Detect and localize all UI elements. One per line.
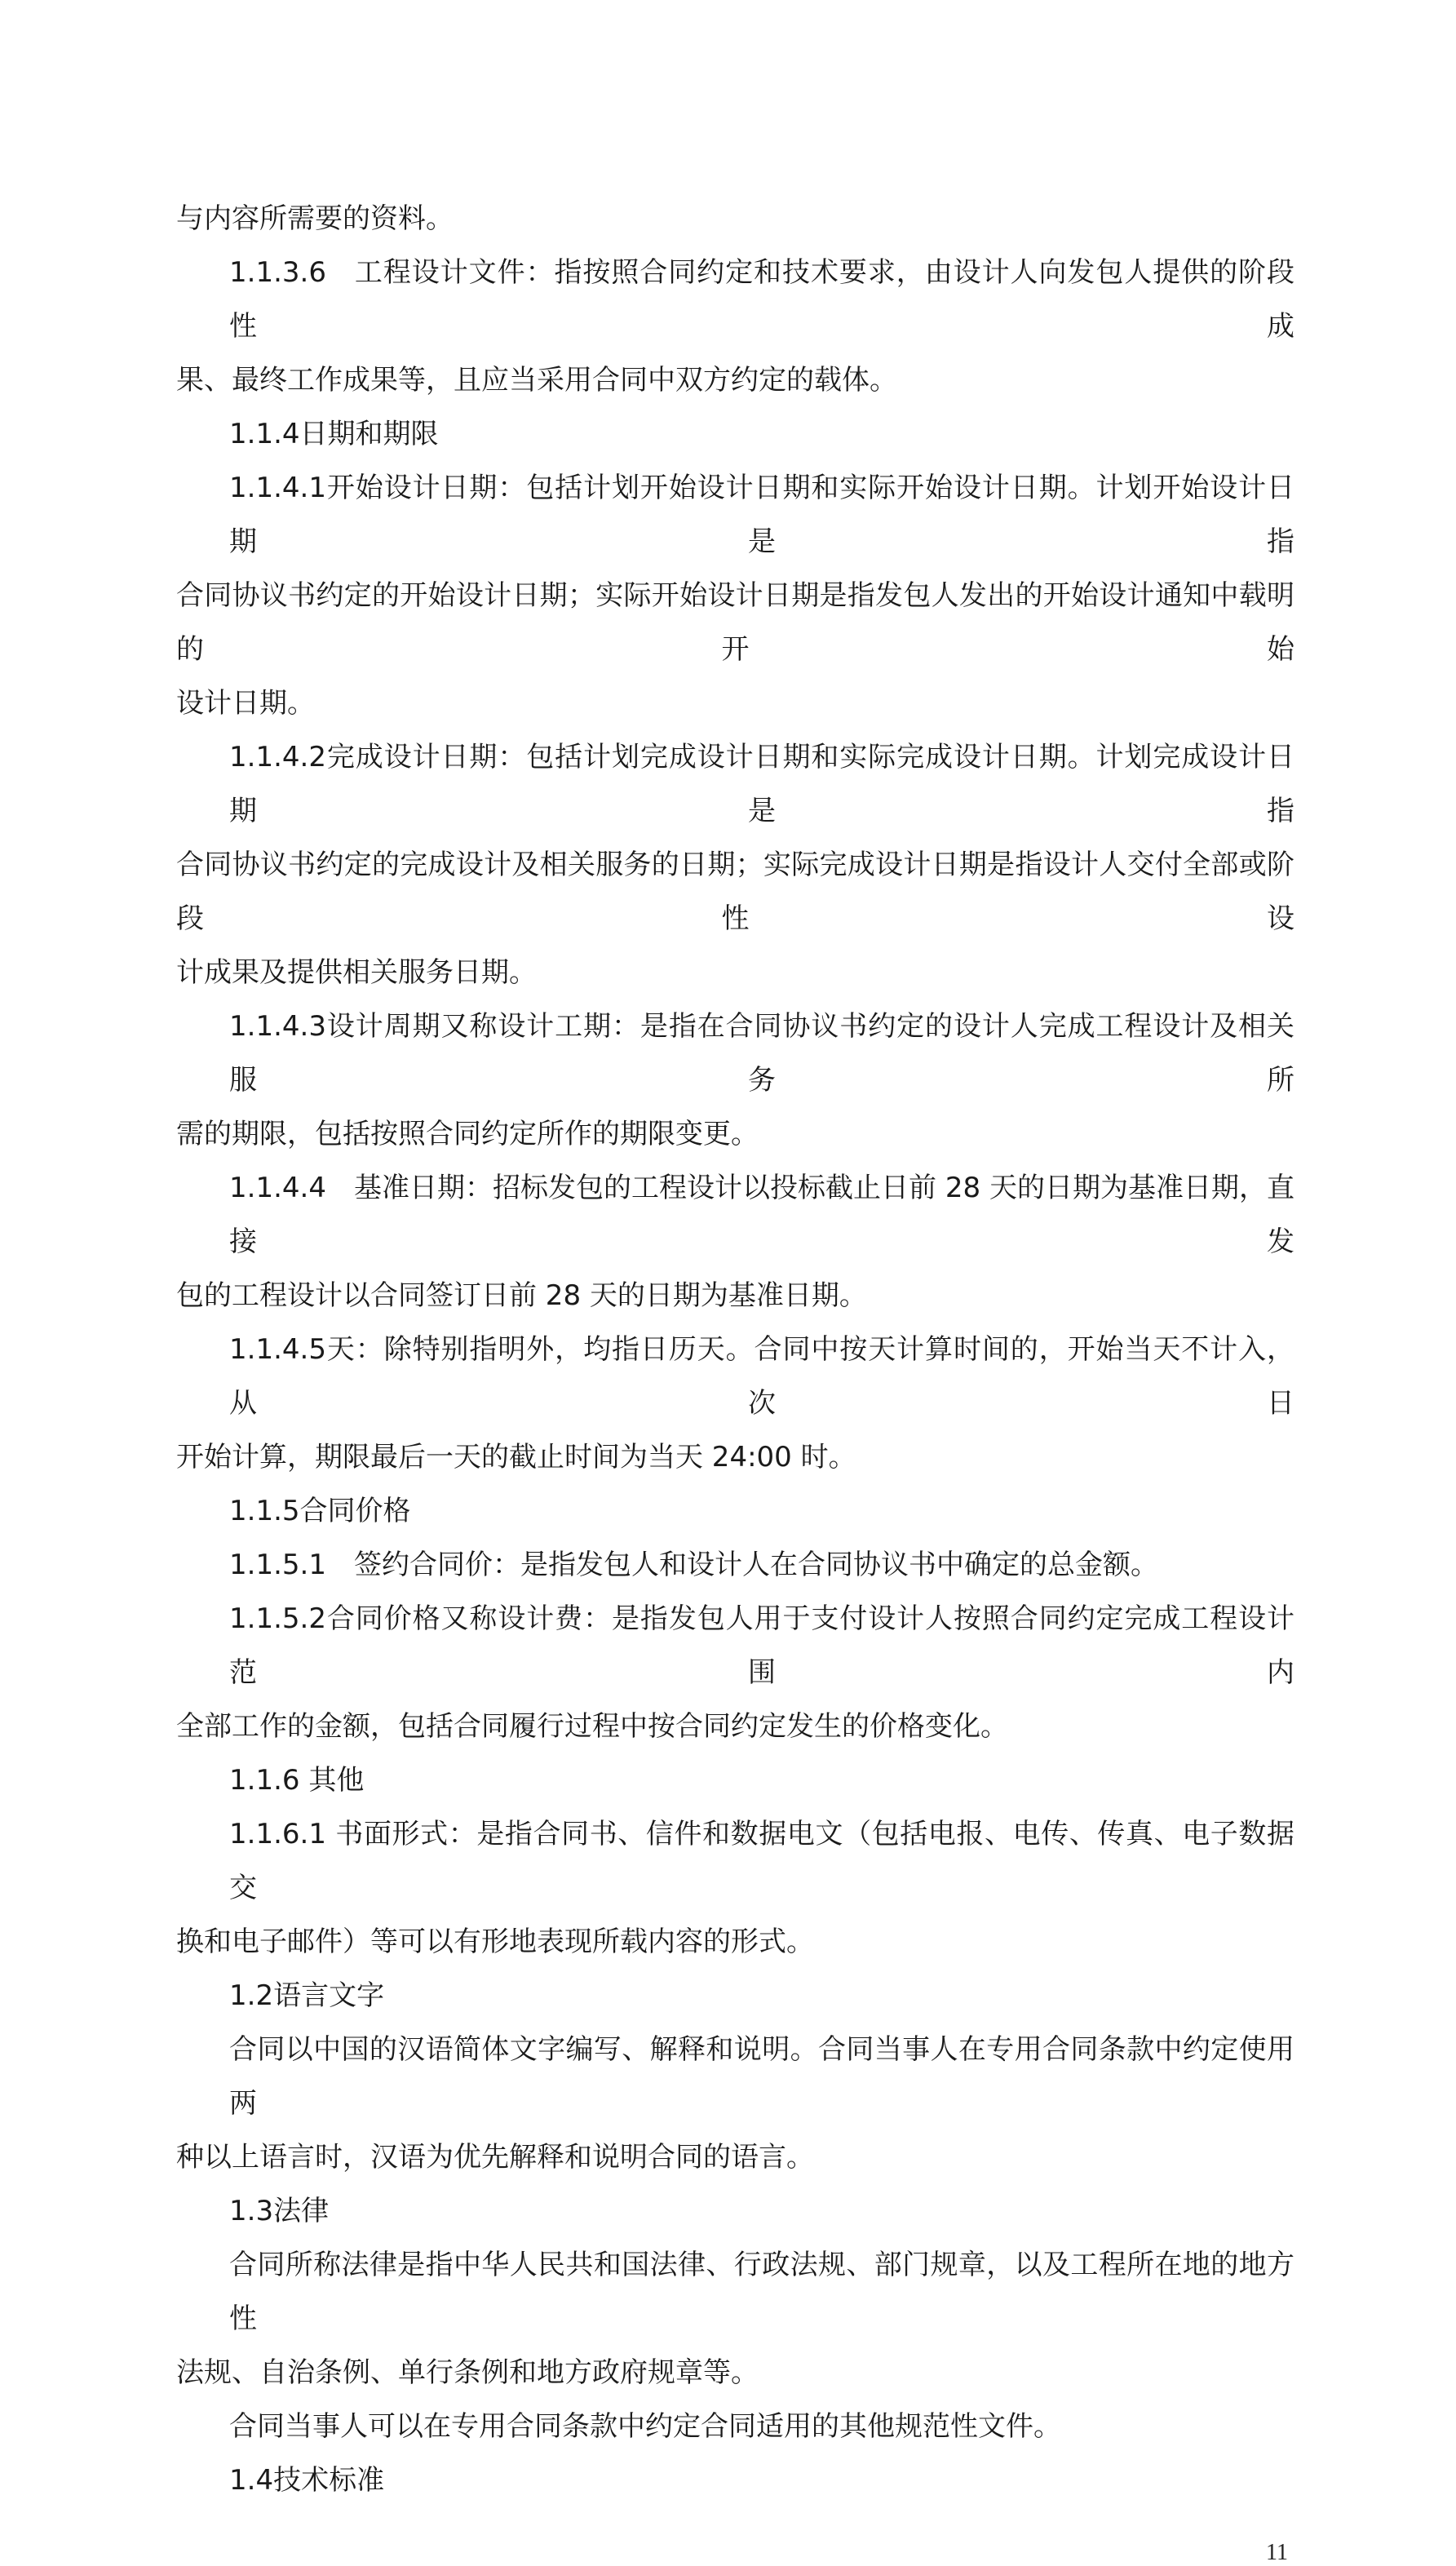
text-line: 开始计算，期限最后一天的截止时间为当天 24:00 时。 [176,1441,856,1474]
paragraph [176,1592,1294,1753]
text-line: 1.1.5.2合同价格又称设计费：是指发包人用于支付设计人按照合同约定完成工程设计范围内 [229,1602,1294,1689]
text-line: 与内容所需要的资料。 [176,202,454,235]
paragraph [176,1538,1294,1592]
paragraph [176,192,1294,246]
text-line: 设计日期。 [176,687,315,720]
text-line: 1.1.5.1 签约合同价：是指发包人和设计人在合同协议书中确定的总金额。 [229,1549,1158,1581]
paragraph [176,2400,1294,2453]
text-line: 合同协议书约定的开始设计日期；实际开始设计日期是指发包人发出的开始设计通知中载明的开始 [176,579,1294,666]
text-line: 法规、自治条例、单行条例和地方政府规章等。 [176,2356,759,2389]
paragraph [176,2023,1294,2184]
paragraph [176,999,1294,1161]
paragraph [176,1753,1294,1807]
paragraph [176,1484,1294,1538]
text-line: 1.1.4.2完成设计日期：包括计划完成设计日期和实际完成设计日期。计划完成设计日期是指 [229,741,1294,827]
text-line: 1.1.3.6 工程设计文件：指按照合同约定和技术要求，由设计人向发包人提供的阶段性成 [229,256,1294,343]
text-line: 1.4技术标准 [229,2464,385,2497]
paragraph [176,2238,1294,2400]
text-line: 1.1.5合同价格 [229,1495,411,1527]
text-line: 1.1.4日期和期限 [229,418,439,450]
paragraph [176,730,1294,999]
text-line: 合同当事人可以在专用合同条款中约定合同适用的其他规范性文件。 [229,2410,1061,2443]
document-body [176,192,1294,2507]
text-line: 1.2语言文字 [229,1979,385,2012]
text-line: 计成果及提供相关服务日期。 [176,956,537,989]
text-line: 1.1.4.4 基准日期：招标发包的工程设计以投标截止日前 28 天的日期为基准日期，直接发 [229,1172,1294,1258]
text-line: 1.1.4.5天：除特别指明外，均指日历天。合同中按天计算时间的，开始当天不计入，从次日 [229,1333,1294,1420]
text-line: 1.1.6 其他 [229,1764,365,1797]
text-line: 果、最终工作成果等，且应当采用合同中双方约定的载体。 [176,364,897,397]
paragraph [176,2453,1294,2507]
text-line: 需的期限，包括按照合同约定所作的期限变更。 [176,1118,759,1150]
paragraph [176,1323,1294,1484]
text-line: 1.3法律 [229,2195,330,2227]
paragraph [176,1969,1294,2023]
paragraph [176,1807,1294,1969]
page-number: 11 [1266,2540,1288,2565]
paragraph [176,246,1294,407]
text-line: 包的工程设计以合同签订日前 28 天的日期为基准日期。 [176,1279,867,1312]
text-line: 合同所称法律是指中华人民共和国法律、行政法规、部门规章，以及工程所在地的地方性 [229,2249,1294,2335]
text-line: 换和电子邮件）等可以有形地表现所载内容的形式。 [176,1926,814,1958]
text-line: 1.1.6.1 书面形式：是指合同书、信件和数据电文（包括电报、电传、传真、电子数据交 [229,1818,1294,1904]
paragraph [176,461,1294,730]
paragraph [176,1161,1294,1323]
text-line: 种以上语言时，汉语为优先解释和说明合同的语言。 [176,2141,814,2174]
text-line: 合同协议书约定的完成设计及相关服务的日期；实际完成设计日期是指设计人交付全部或阶段性设 [176,849,1294,935]
text-line: 1.1.4.3设计周期又称设计工期：是指在合同协议书约定的设计人完成工程设计及相关服务所 [229,1010,1294,1097]
text-line: 合同以中国的汉语简体文字编写、解释和说明。合同当事人在专用合同条款中约定使用两 [229,2033,1294,2120]
text-line: 全部工作的金额，包括合同履行过程中按合同约定发生的价格变化。 [176,1710,1008,1743]
paragraph [176,407,1294,461]
text-line: 1.1.4.1开始设计日期：包括计划开始设计日期和实际开始设计日期。计划开始设计日期是指 [229,472,1294,558]
paragraph [176,2184,1294,2238]
